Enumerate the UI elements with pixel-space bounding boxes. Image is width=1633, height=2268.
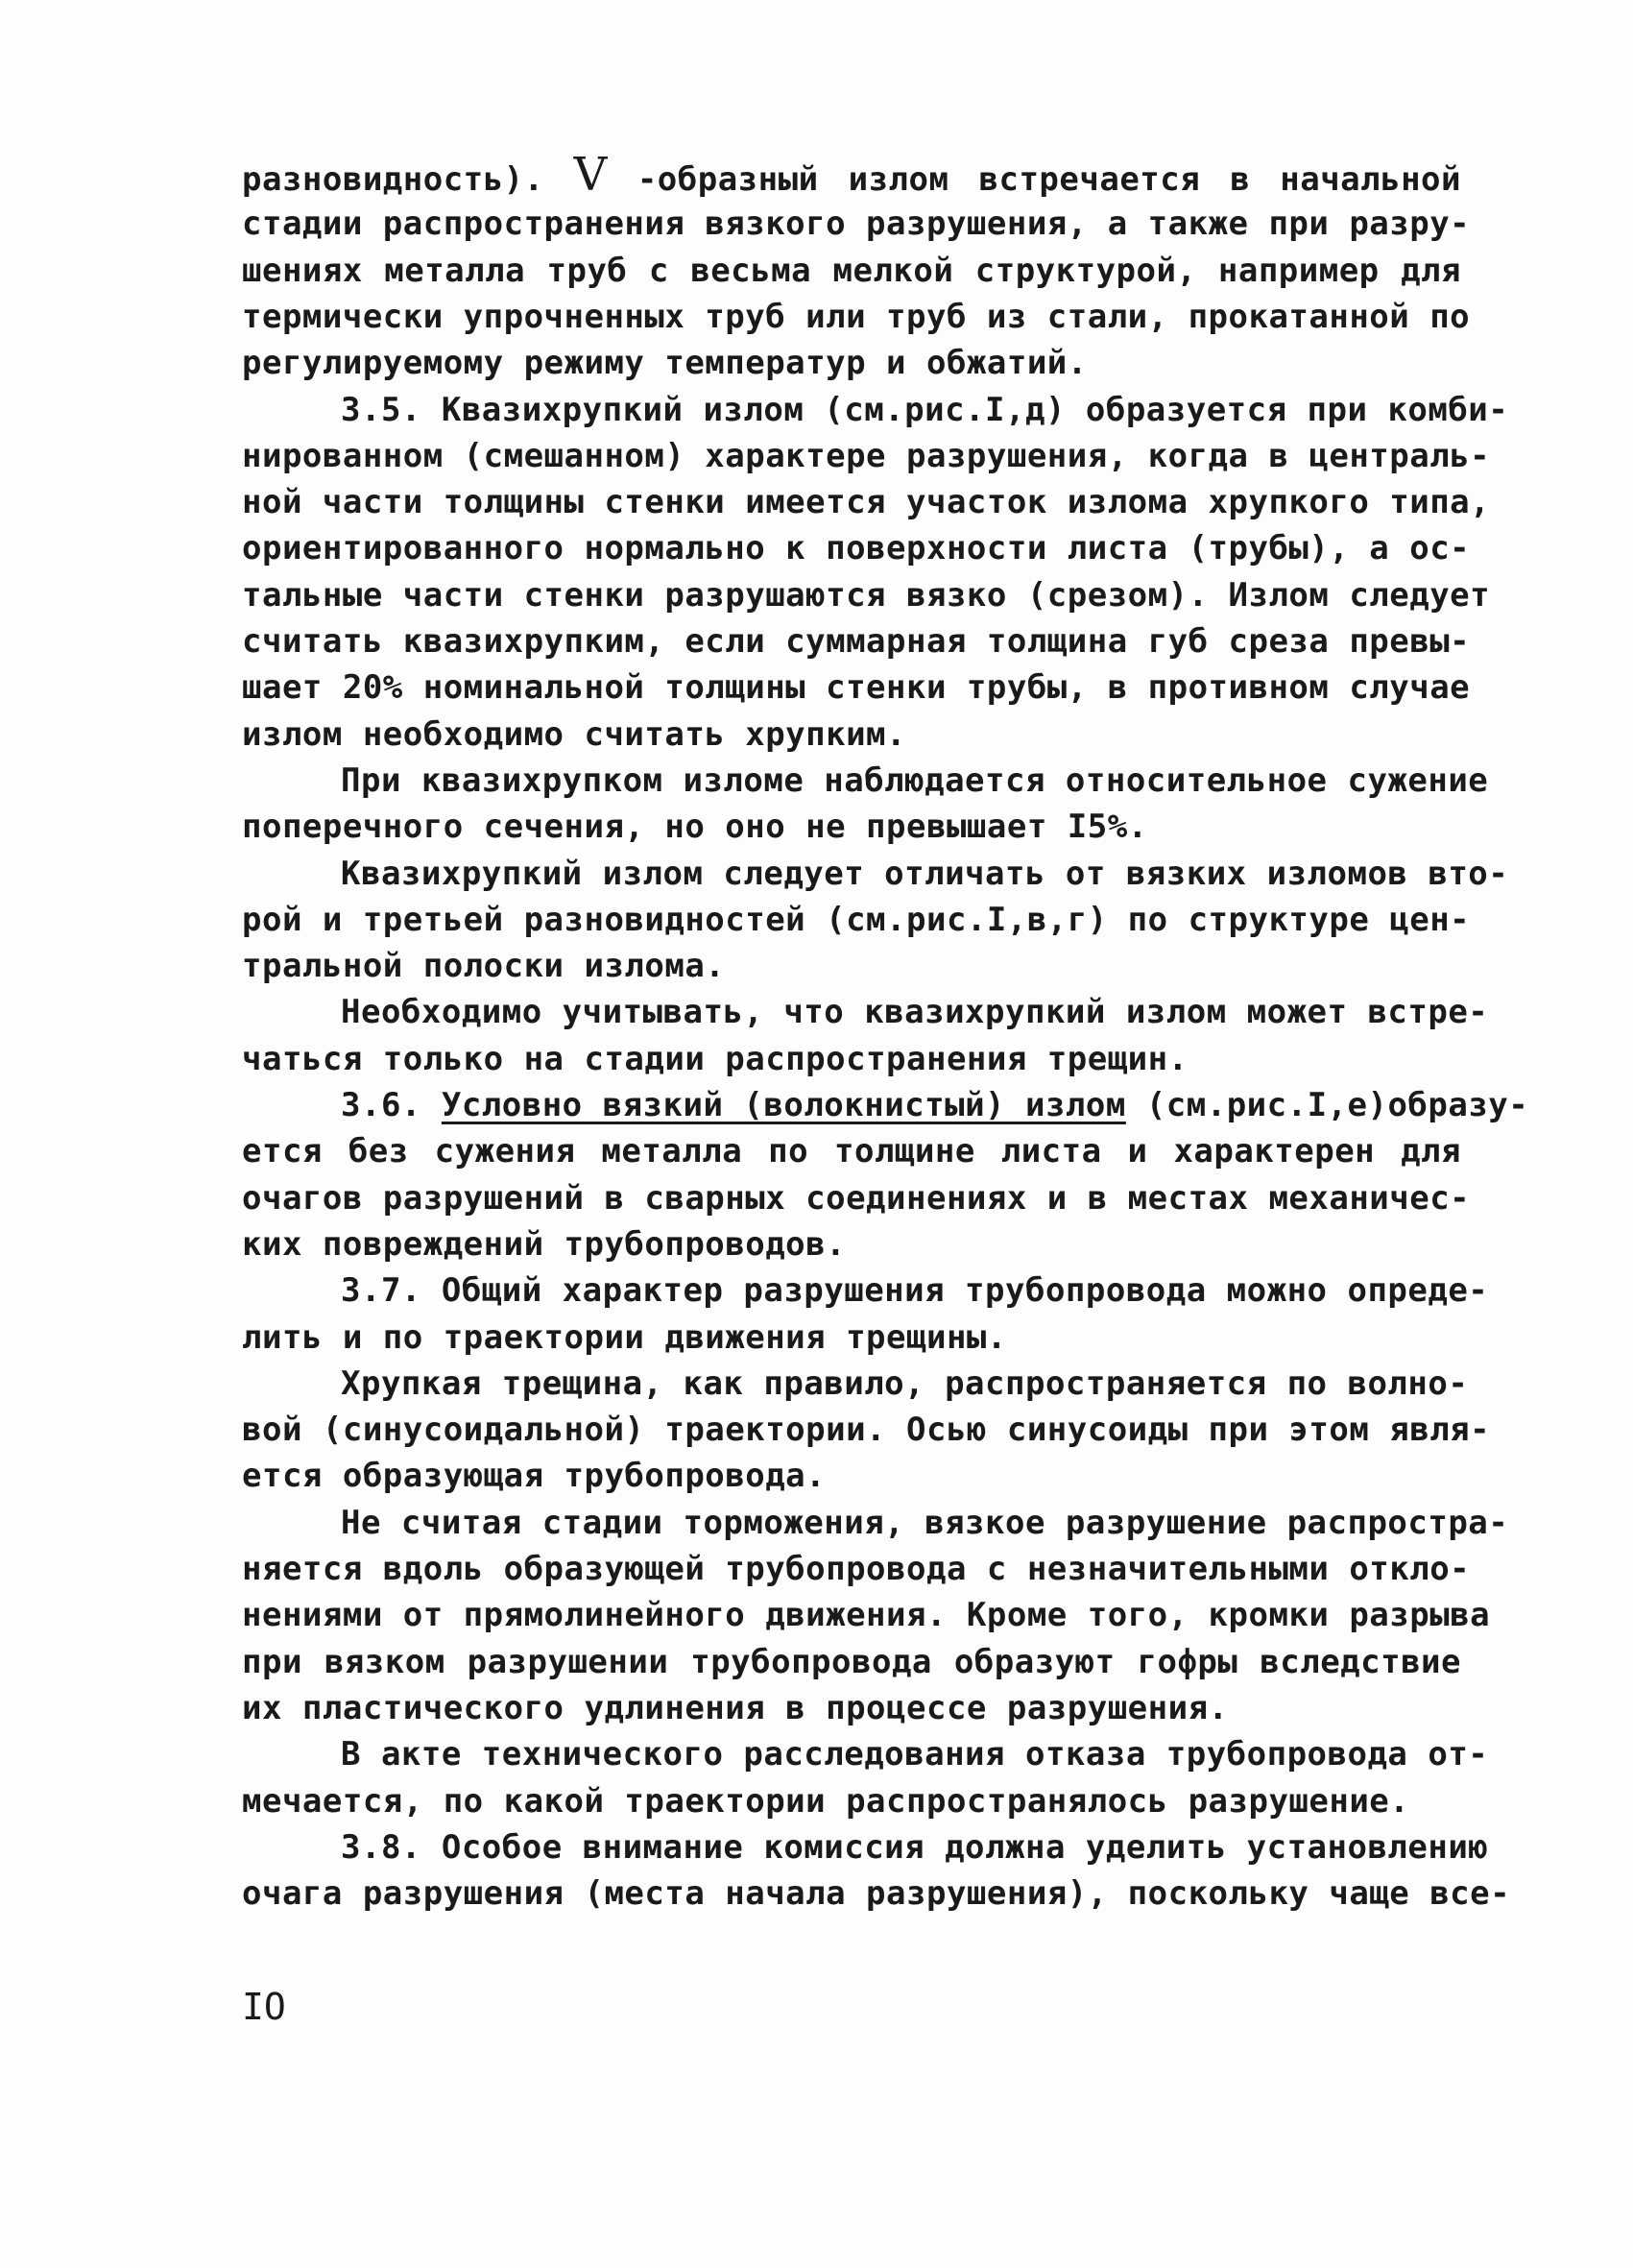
text-line (242, 205, 1471, 244)
text-segment: чаться только на стадии распространения трещин. (242, 1039, 1189, 1078)
text-segment: их пластического удлинения в процессе разрушения. (242, 1688, 1229, 1727)
page-number: IO (242, 1986, 286, 2028)
text-line (242, 1643, 1461, 1681)
text-segment: ких повреждений трубопроводов. (242, 1224, 847, 1264)
text-line (242, 900, 1471, 939)
text-segment: -образный излом встречается в начальной (607, 160, 1461, 199)
text-line (242, 1040, 1461, 1078)
text-segment: няется вдоль образующей трубопровода с незначительными откло- (242, 1550, 1471, 1588)
text-line (242, 1689, 1461, 1727)
text-line (242, 529, 1471, 568)
text-line (242, 344, 1461, 382)
text-segment: считать квазихрупким, если суммарная толщина губ среза превы- (242, 622, 1471, 661)
text-segment: тальные части стенки разрушаются вязко (срезом). Излом следует (242, 575, 1491, 615)
text-segment: ной части толщины стенки имеется участок излома хрупкого типа, (242, 483, 1491, 522)
text-segment: термически упрочненных труб или труб из стали, прокатанной по (242, 297, 1471, 336)
text-line (242, 1318, 1461, 1357)
text-line (341, 1363, 1469, 1403)
text-segment: рой и третьей разновидностей (см.рис.I,в,г) по структуре цен- (242, 900, 1471, 939)
text-segment: очага разрушения (места начала разрушения), поскольку чаще все- (242, 1874, 1511, 1914)
text-line (242, 715, 1461, 754)
text-line (242, 148, 1461, 202)
text-line (341, 390, 1509, 429)
text-segment: (см.рис.I,е)образу- (1125, 1086, 1529, 1124)
text-segment: 3.7. Общий характер разрушения трубопровода можно опреде- (341, 1271, 1489, 1311)
text-line (341, 1735, 1489, 1774)
text-segment: мечается, по какой траектории распространялось разрушение. (242, 1781, 1410, 1821)
text-segment: Хрупкая трещина, как правило, распространяется по волно- (341, 1363, 1469, 1403)
text-line (242, 1457, 1461, 1495)
text-segment: Квазихрупкий излом следует отличать от вязких изломов вто- (341, 854, 1509, 893)
text-segment: 3.6. (341, 1086, 442, 1124)
text-segment: ется образующая трубопровода. (242, 1457, 827, 1496)
text-line (341, 1503, 1509, 1542)
text-segment: ется без сужения металла по толщине листа и характерен для (242, 1132, 1461, 1171)
v-symbol: V (573, 148, 608, 202)
text-line (242, 436, 1491, 475)
text-line (242, 622, 1471, 661)
text-line (242, 808, 1461, 846)
text-line (242, 1782, 1461, 1821)
text-line (242, 483, 1491, 522)
text-segment: Не считая стадии торможения, вязкое разрушение распростра- (341, 1503, 1509, 1542)
text-line (242, 297, 1471, 336)
text-line (341, 854, 1509, 893)
text-line (242, 668, 1471, 708)
text-segment: вой (синусоидальной) траектории. Осью синусоиды при этом явля- (242, 1411, 1491, 1450)
text-line (341, 1827, 1489, 1867)
text-segment: излом необходимо считать хрупким. (242, 714, 907, 754)
text-segment: лить и по траектории движения трещины. (242, 1317, 1007, 1357)
text-segment: шает 20% номинальной толщины стенки трубы, в противном случае (242, 668, 1471, 708)
text-line (242, 1874, 1511, 1914)
text-line (341, 760, 1489, 800)
text-line (242, 1225, 1461, 1264)
text-line (341, 993, 1489, 1032)
text-segment: ориентированного нормально к поверхности листа (трубы), а ос- (242, 529, 1471, 568)
text-segment: регулируемому режиму температур и обжатий. (242, 344, 1088, 383)
text-segment: Необходимо учитывать, что квазихрупкий излом может встре- (341, 993, 1489, 1032)
text-segment: При квазихрупком изломе наблюдается относительное сужение (341, 760, 1489, 800)
text-segment: нированном (смешанном) характере разрушения, когда в централь- (242, 436, 1491, 475)
text-line (341, 1271, 1489, 1311)
text-line (242, 1550, 1471, 1588)
text-line (242, 1596, 1491, 1635)
underlined-term: Условно вязкий (волокнистый) излом (441, 1086, 1126, 1124)
text-line (242, 1411, 1491, 1450)
text-line (242, 252, 1461, 290)
text-line (242, 947, 1461, 985)
text-segment: стадии распространения вязкого разрушения, а также при разру- (242, 205, 1471, 244)
text-segment: очагов разрушений в сварных соединениях и в местах механичес- (242, 1178, 1471, 1218)
text-segment: шениях металла труб с весьма мелкой структурой, например для (242, 251, 1461, 290)
text-segment: 3.5. Квазихрупкий излом (см.рис.I,д) образуется при комби- (341, 390, 1509, 429)
text-segment: при вязком разрушении трубопровода образуют гофры вследствие (242, 1642, 1461, 1681)
text-segment: поперечного сечения, но оно не превышает I5%. (242, 808, 1148, 847)
text-line (242, 1178, 1471, 1218)
text-line (341, 1086, 1529, 1124)
text-segment: В акте технического расследования отказа трубопровода от- (341, 1735, 1489, 1774)
text-segment: 3.8. Особое внимание комиссия должна уделить установлению (341, 1827, 1489, 1867)
text-segment: тральной полоски излома. (242, 947, 726, 986)
text-line (242, 575, 1491, 615)
text-line (242, 1132, 1461, 1170)
text-segment: нениями от прямолинейного движения. Кроме того, кромки разрыва (242, 1596, 1491, 1635)
text-segment: разновидность). (242, 160, 574, 199)
